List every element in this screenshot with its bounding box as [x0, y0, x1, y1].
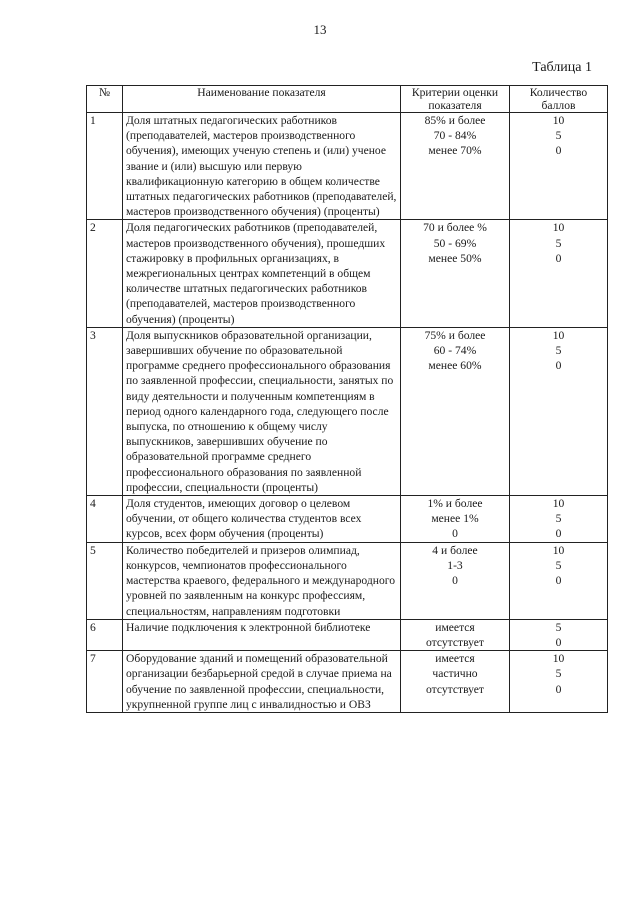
- score-value: 10: [552, 328, 565, 342]
- table-row: [87, 220, 608, 327]
- score-value: 5: [555, 344, 562, 358]
- header-criteria: Критерии оценки показателя: [401, 86, 510, 113]
- criterion-value: частично: [432, 667, 478, 681]
- table-row: [87, 327, 608, 495]
- score-value: 10: [552, 221, 565, 235]
- row-number: 2: [87, 220, 123, 327]
- table-row: [87, 542, 608, 619]
- criteria-cell: [401, 619, 510, 650]
- criterion-value: 70 и более %: [423, 221, 487, 235]
- score-value: 0: [555, 574, 562, 588]
- criterion-value: 0: [452, 574, 458, 588]
- criterion-value: 0: [452, 527, 458, 541]
- score-cell: [510, 220, 608, 327]
- table-body: [87, 113, 608, 713]
- score-value: 0: [555, 682, 562, 696]
- table-header-row: [87, 86, 608, 113]
- indicator-name: Доля педагогических работников (преподавателей, мастеров производственного обучения), прошедших стажировку в профильных организациях, в межрегиональных центрах компетенций в общем количестве штатных педагогических работников (преподавателей, мастеров производственного обучения) (проценты): [123, 220, 401, 327]
- criteria-cell: [401, 113, 510, 220]
- table-row: [87, 113, 608, 220]
- criterion-value: менее 1%: [431, 512, 479, 526]
- indicators-table: [86, 85, 608, 713]
- table-row: [87, 619, 608, 650]
- criterion-value: 85% и более: [424, 114, 486, 127]
- score-cell: [510, 651, 608, 713]
- score-value: 10: [552, 543, 565, 557]
- score-value: 5: [555, 667, 562, 681]
- score-value: 0: [555, 527, 562, 541]
- score-cell: [510, 619, 608, 650]
- header-name: Наименование показателя: [123, 86, 401, 113]
- table-caption: Таблица 1: [532, 60, 592, 75]
- score-value: 10: [552, 114, 565, 127]
- criterion-value: 4 и более: [432, 543, 478, 557]
- indicator-name: Доля штатных педагогических работников (преподавателей, мастеров производственного обучения), имеющих ученую степень и (или) ученое звание и (или) высшую или первую квалификационную категорию в общем количестве штатных педагогических работников (преподавателей, мастеров производственного обучения) (проценты): [123, 113, 401, 220]
- criterion-value: 75% и более: [424, 328, 486, 342]
- score-value: 0: [555, 635, 562, 649]
- criterion-value: 70 - 84%: [433, 129, 477, 143]
- criterion-value: имеется: [435, 620, 475, 634]
- row-number: 6: [87, 619, 123, 650]
- row-number: 3: [87, 327, 123, 495]
- indicator-name: Наличие подключения к электронной библиотеке: [123, 619, 401, 650]
- criterion-value: менее 50%: [428, 251, 482, 265]
- criterion-value: 60 - 74%: [433, 344, 477, 358]
- table-row: [87, 651, 608, 713]
- score-cell: [510, 496, 608, 543]
- criterion-value: менее 70%: [428, 144, 482, 158]
- row-number: 5: [87, 542, 123, 619]
- score-value: 5: [555, 236, 562, 250]
- indicator-name: Доля студентов, имеющих договор о целевом обучении, от общего количества студентов всех курсов, всех форм обучения (проценты): [123, 496, 401, 543]
- row-number: 4: [87, 496, 123, 543]
- score-value: 5: [555, 558, 562, 572]
- score-value: 5: [555, 620, 562, 634]
- table-row: [87, 496, 608, 543]
- criterion-value: отсутствует: [426, 682, 484, 696]
- criterion-value: менее 60%: [428, 359, 482, 373]
- score-value: 0: [555, 359, 562, 373]
- header-num: №: [87, 86, 123, 113]
- score-value: 5: [555, 512, 562, 526]
- page-number: 13: [313, 22, 327, 37]
- criteria-cell: [401, 220, 510, 327]
- criterion-value: имеется: [435, 652, 475, 666]
- criterion-value: 1% и более: [427, 497, 483, 511]
- criterion-value: отсутствует: [426, 635, 484, 649]
- row-number: 1: [87, 113, 123, 220]
- indicator-name: Доля выпускников образовательной организации, завершивших обучение по образовательной программе среднего профессионального образования по заявленной профессии, специальности, занятых по виду деятельности и полученным компетенциям в период одного календарного года, следующего после выпуска, по отношению к общему числу выпускников, завершивших обучение по образовательной программе среднего профессионального образования по заявленной профессии, специальности (проценты): [123, 327, 401, 495]
- score-cell: [510, 327, 608, 495]
- header-score: Количество баллов: [510, 86, 608, 113]
- score-cell: [510, 113, 608, 220]
- criterion-value: 50 - 69%: [433, 236, 477, 250]
- score-value: 10: [552, 652, 565, 666]
- score-value: 10: [552, 497, 565, 511]
- indicator-name: Оборудование зданий и помещений образовательной организации безбарьерной средой в случае приема на обучение по заявленной профессии, специальности, укрупненной группе лиц с инвалидностью и ОВЗ: [123, 651, 401, 713]
- criteria-cell: [401, 542, 510, 619]
- score-value: 0: [555, 144, 562, 158]
- score-value: 5: [555, 129, 562, 143]
- criteria-cell: [401, 651, 510, 713]
- criteria-cell: [401, 496, 510, 543]
- criterion-value: 1-3: [447, 558, 463, 572]
- score-value: 0: [555, 251, 562, 265]
- indicator-name: Количество победителей и призеров олимпиад, конкурсов, чемпионатов профессионального мастерства краевого, федерального и международного уровней по заявленным на конкурс профессиям, специальностям, направлениям подготовки: [123, 542, 401, 619]
- criteria-cell: [401, 327, 510, 495]
- score-cell: [510, 542, 608, 619]
- row-number: 7: [87, 651, 123, 713]
